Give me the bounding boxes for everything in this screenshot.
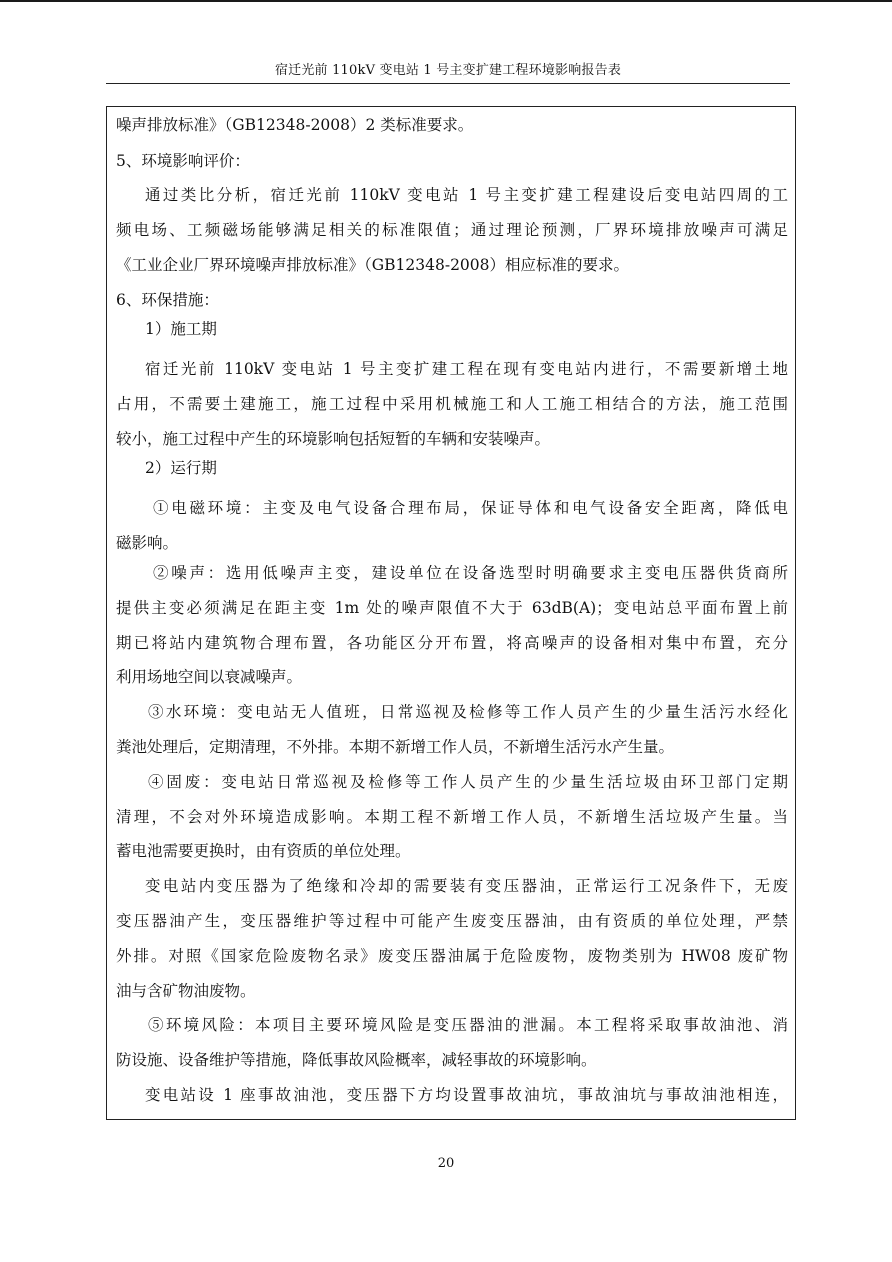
page-number: 20 [437, 1156, 455, 1171]
paragraph-line: ⑤环境风险：本项目主要环境风险是变压器油的泄漏。本工程将采取事故油池、消 [148, 1016, 788, 1034]
paragraph-line: 防设施、设备维护等措施，降低事故风险概率，减轻事故的环境影响。 [116, 1051, 597, 1069]
subheading-operation-period: 2）运行期 [145, 459, 217, 477]
paragraph-line: 利用场地空间以衰减噪声。 [116, 668, 303, 686]
paragraph-line: 磁影响。 [116, 534, 179, 552]
paragraph-line: ①电磁环境：主变及电气设备合理布局，保证导体和电气设备安全距离，降低电 [153, 499, 788, 517]
paragraph-line: 外排。对照《国家危险废物名录》废变压器油属于危险废物，废物类别为 HW08 废矿物 [116, 947, 788, 965]
section-heading-protection-measures: 6、环保措施： [116, 291, 219, 309]
paragraph-line: 《工业企业厂界环境噪声排放标准》（GB12348-2008）相应标准的要求。 [116, 256, 630, 274]
section-heading-impact-evaluation: 5、环境影响评价： [116, 152, 250, 170]
page-header-title: 宿迁光前 110kV 变电站 1 号主变扩建工程环境影响报告表 [274, 63, 622, 78]
paragraph-line: ③水环境：变电站无人值班，日常巡视及检修等工作人员产生的少量生活污水经化 [148, 703, 788, 721]
page-top-border [0, 0, 892, 2]
paragraph-line: ④固废：变电站日常巡视及检修等工作人员产生的少量生活垃圾由环卫部门定期 [148, 773, 788, 791]
paragraph-line: 通过类比分析，宿迁光前 110kV 变电站 1 号主变扩建工程建设后变电站四周的工 [145, 186, 788, 204]
paragraph-line: 噪声排放标准》（GB12348-2008）2 类标准要求。 [116, 116, 474, 134]
paragraph-line: 频电场、工频磁场能够满足相关的标准限值；通过理论预测，厂界环境排放噪声可满足 [116, 221, 788, 239]
paragraph-line: 粪池处理后，定期清理，不外排。本期不新增工作人员，不新增生活污水产生量。 [116, 738, 675, 756]
paragraph-line: 变电站设 1 座事故油池，变压器下方均设置事故油坑，事故油坑与事故油池相连， [145, 1086, 788, 1104]
paragraph-line: ②噪声：选用低噪声主变，建设单位在设备选型时明确要求主变电压器供货商所 [153, 564, 788, 582]
subheading-construction-period: 1）施工期 [145, 320, 217, 338]
paragraph-line: 清理，不会对外环境造成影响。本期工程不新增工作人员，不新增生活垃圾产生量。当 [116, 808, 788, 826]
paragraph-line: 油与含矿物油废物。 [116, 982, 256, 1000]
paragraph-line: 变电站内变压器为了绝缘和冷却的需要装有变压器油，正常运行工况条件下，无废 [145, 877, 788, 895]
paragraph-line: 提供主变必须满足在距主变 1m 处的噪声限值不大于 63dB(A)；变电站总平面布置上前 [116, 599, 788, 617]
paragraph-line: 占用，不需要土建施工，施工过程中采用机械施工和人工施工相结合的方法，施工范围 [116, 395, 788, 413]
paragraph-line: 较小，施工过程中产生的环境影响包括短暂的车辆和安装噪声。 [116, 430, 551, 448]
header-rule [106, 83, 790, 84]
paragraph-line: 变压器油产生，变压器维护等过程中可能产生废变压器油，由有资质的单位处理，严禁 [116, 912, 788, 930]
paragraph-line: 宿迁光前 110kV 变电站 1 号主变扩建工程在现有变电站内进行，不需要新增土地 [145, 360, 788, 378]
paragraph-line: 蓄电池需要更换时，由有资质的单位处理。 [116, 842, 411, 860]
paragraph-line: 期已将站内建筑物合理布置，各功能区分开布置，将高噪声的设备相对集中布置，充分 [116, 634, 788, 652]
